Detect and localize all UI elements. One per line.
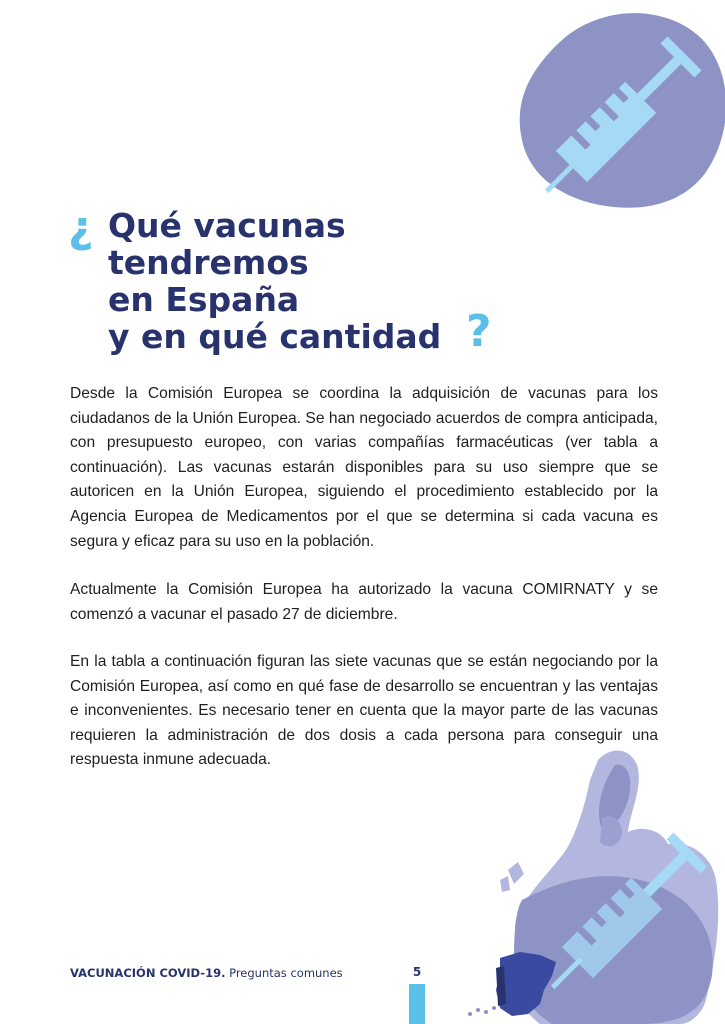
title-line-2: tendremos (108, 243, 309, 282)
title-line-1: Qué vacunas (108, 206, 346, 245)
top-blob-shape (520, 13, 725, 208)
title-line-3: en España (108, 280, 300, 319)
page-number-bar (409, 984, 425, 1024)
spain-shape (496, 952, 556, 1016)
footer-subtitle: Preguntas comunes (225, 966, 343, 980)
title-line-4: y en qué cantidad (108, 317, 442, 356)
europe-map-icon (468, 751, 718, 1024)
syringe-icon (536, 832, 708, 1004)
closing-question-mark: ? (466, 306, 492, 357)
paragraph-intro: Desde la Comisión Europea se coordina la adquisición de vacunas para los ciudadanos de la Unión Europea. Se han negociado acuerdos de compra anticipada, con presupuesto europeo, con varias compañías farmacéuticas (ver tabla a continuación). Las vacunas estarán disponibles para su uso siempre que se autoricen en la Unión Europea, siguiendo el procedimiento establecido por la Agencia Europea de Medicamentos por el que se determina si cada vacuna es segura y eficaz para su uso en la población. (70, 385, 658, 550)
footer-brand: VACUNACIÓN COVID-19. (70, 966, 226, 980)
footer (70, 966, 343, 980)
paragraph-comirnaty: Actualmente la Comisión Europea ha autorizado la vacuna COMIRNATY y se comenzó a vacunar el pasado 27 de diciembre. (70, 581, 658, 623)
paragraph-table-note: En la tabla a continuación figuran las siete vacunas que se están negociando por la Comisión Europea, así como en qué fase de desarrollo se encuentran y las ventajas e inconvenientes. Es necesario tener en cuenta que la mayor parte de las vacunas requieren la administración de dos dosis a cada persona para conseguir una respuesta inmune adecuada. (70, 653, 658, 769)
page-number: 5 (412, 965, 422, 979)
opening-question-mark: ¿ (68, 202, 94, 253)
syringe-icon (530, 36, 702, 208)
